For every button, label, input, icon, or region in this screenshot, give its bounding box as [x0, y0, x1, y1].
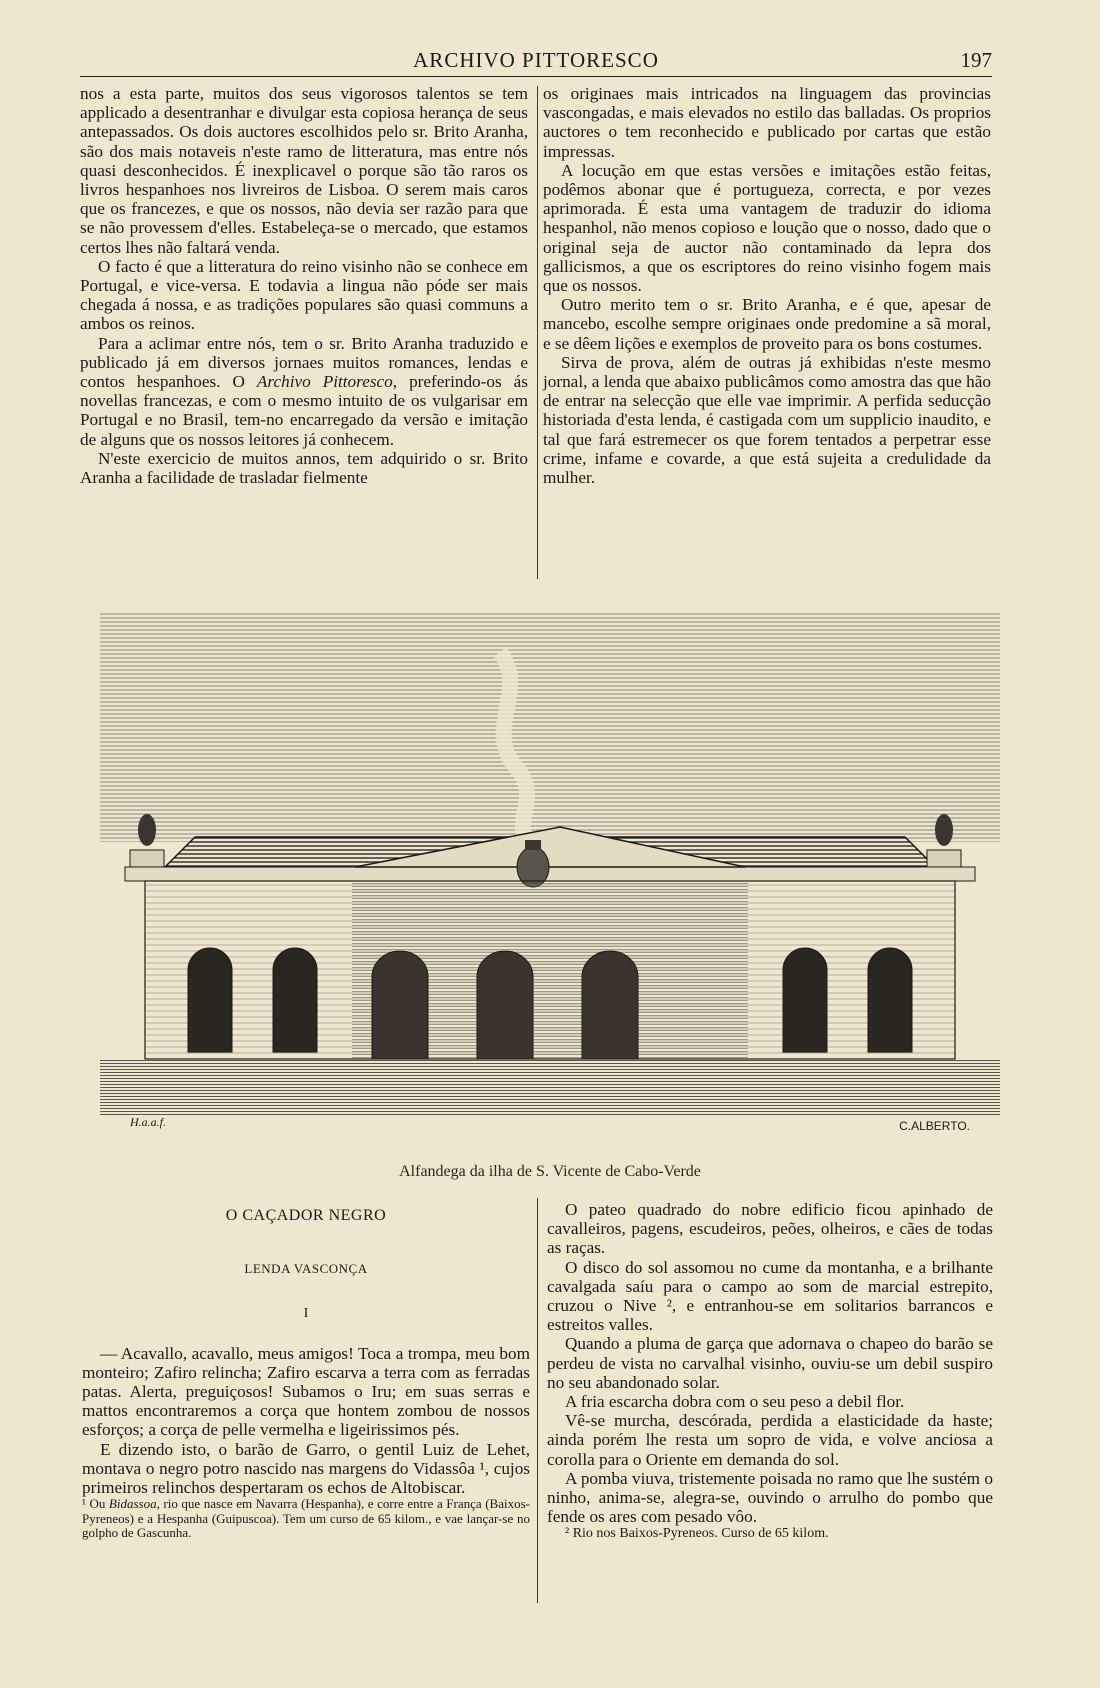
- paragraph: O disco do sol assomou no cume da montanha, e a brilhante cavalgada saíu para o campo ao som de marcial estrepito, cruzou o Nive ², e entranhou-se em solitarios barrancos e estreitos valles.: [547, 1257, 993, 1335]
- journal-title: ARCHIVO PITTORESCO: [413, 48, 659, 72]
- paragraph: Quando a pluma de garça que adornava o chapeo do barão se perdeu de vista no carvalhal visinho, ouviu-se um debil suspiro no seu abandonado solar.: [547, 1334, 993, 1392]
- column-divider-bottom: [537, 1198, 538, 1603]
- text-run: Para a aclimar entre nós, tem o sr. Brito Aranha traduzido e publicado já em diversos jornaes muitos romances, lendas e contos hespanhoes. O: [80, 333, 528, 392]
- journal-name-italic: Archivo Pittoresco: [256, 372, 393, 392]
- section-numeral: I: [303, 1306, 309, 1322]
- arched-window: [188, 948, 232, 1052]
- paragraph: E dizendo isto, o barão de Garro, o gentil Luiz de Lehet, montava o negro potro nascido nas margens do Vidassôa ¹, cujos primeiros relinchos despertaram os echos de Altobiscar.: [82, 1439, 530, 1498]
- paragraph: os originaes mais intricados na linguagem das provincias vascongadas, e mais elevados no estilo das balladas. Os proprios auctores o tem reconhecido e publicado por cartas que estão impressas.: [543, 84, 991, 161]
- customs-house-engraving: [100, 612, 1000, 1132]
- paragraph: A locução em que estas versões e imitações estão feitas, podêmos abonar que é portugueza, correcta, e por vezes aprimorada. É esta uma vantagem de traduzir do idioma hespanhol, não menos copioso e loução que o nosso, dado que o original seja de auctor não contaminado da lepra dos gallicismos, a que os escriptores do reino visinho fogem mais que os nossos.: [543, 160, 991, 296]
- illustration-caption: Alfandega da ilha de S. Vicente de Cabo-Verde: [399, 1163, 701, 1180]
- paragraph: A pomba viuva, tristemente poisada no ramo que lhe sustém o ninho, anima-se, alegra-se, ouvindo o arrulho do pombo que fende os ares com pesado vôo.: [547, 1468, 993, 1527]
- paragraph: O pateo quadrado do nobre edificio ficou apinhado de cavalleiros, pagens, escudeiros, peões, olheiros, e cães de todas as raças.: [547, 1200, 993, 1258]
- legend-title-block: [82, 1206, 530, 1324]
- column-bottom-left: [82, 1200, 530, 1541]
- arched-door: [582, 951, 638, 1059]
- arched-door: [372, 951, 428, 1059]
- column-top-left: [80, 84, 528, 487]
- page-number: 197: [960, 48, 992, 72]
- arched-door: [477, 951, 533, 1059]
- column-top-right: [543, 84, 991, 487]
- engraver-signature-right: C.ALBERTO.: [899, 1119, 970, 1132]
- column-bottom-right: [547, 1200, 993, 1542]
- arched-window: [273, 948, 317, 1052]
- legend-subtitle: LENDA VASCONÇA: [244, 1261, 368, 1277]
- paragraph: A fria escarcha dobra com o seu peso a debil flor.: [565, 1392, 905, 1412]
- footnote: [82, 1497, 530, 1541]
- column-divider-top: [537, 86, 538, 579]
- page-header: [80, 48, 992, 77]
- arched-window: [783, 948, 827, 1052]
- river-name-italic: Bidassoa: [108, 1496, 157, 1512]
- text-run: , rio que nasce em Navarra (Hespanha), e corre entre a França (Baixos-Pyreneos) e a Hespanha (Guipuscoa). Tem um curso de 65 kilom., e vae lançar-se no golpho de Gascunha.: [82, 1496, 530, 1541]
- engraving-illustration: [100, 612, 1000, 1132]
- paragraph: O facto é que a litteratura do reino visinho não se conhece em Portugal, e vice-versa. E todavia a lingua não póde ser mais chegada á nossa, e as tradições populares são quasi communs a ambos os reinos.: [80, 256, 528, 334]
- ground-hatching: [100, 1059, 1000, 1117]
- legend-title: O CAÇADOR NEGRO: [225, 1207, 387, 1224]
- paragraph: Vê-se murcha, descórada, perdida a elasticidade da haste; ainda porém lhe resta um sopro de vida, e volve anciosa a corolla para o Oriente em demanda do sol.: [547, 1411, 993, 1469]
- cornice: [125, 867, 975, 881]
- sky-hatching: [100, 612, 1000, 842]
- engraver-signature-left: H.a.a.f.: [130, 1115, 166, 1129]
- paragraph: [80, 334, 528, 449]
- paragraph: N'este exercicio de muitos annos, tem adquirido o sr. Brito Aranha a facilidade de trasladar fielmente: [80, 448, 528, 488]
- paragraph: Outro merito tem o sr. Brito Aranha, e é que, apesar de mancebo, escolhe sempre originaes onde predomine a sã moral, e se dêem lições e exemplos de proveito para os bons costumes.: [543, 295, 991, 353]
- arched-window: [868, 948, 912, 1052]
- paragraph: nos a esta parte, muitos dos seus vigorosos talentos se tem applicado a desentranhar e divulgar esta copiosa herança de seus antepassados. Os dois auctores escolhidos pelo sr. Brito Aranha, são dos mais notaveis n'este ramo de litteratura, mas entre nós quasi desconhecidos. É inexplicavel o porque são tão raros os livros hespanhoes nos livreiros de Lisboa. O serem mais caros que os francezes, e que os nossos, não devia ser razão para que se não provessem d'elles. Estabeleça-se o mercado, que estamos certos lhes não faltará venda.: [80, 84, 528, 257]
- text-run: ¹ Ou: [82, 1496, 109, 1512]
- text-run: , preferindo-os ás novellas francezas, e com o mesmo intuito de os vulgarisar em Portugal e no Brasil, tem-no encarregado da versão e imitação de alguns que os nossos leitores já conhecem.: [80, 372, 528, 449]
- footnote: ² Rio nos Baixos-Pyreneos. Curso de 65 kilom.: [565, 1526, 829, 1542]
- paragraph: Sirva de prova, além de outras já exhibidas n'este mesmo jornal, a lenda que abaixo publicâmos como amostra das que hão de entrar na selecção que elle vae imprimir. A perfida seducção historiada d'esta lenda, é castigada com um supplicio inaudito, e tal que fará estremecer os que forem tentados a perpetrar esse crime, infame e covarde, a que está sujeita a credulidade da mulher.: [543, 352, 991, 488]
- paragraph: — Acavallo, acavallo, meus amigos! Toca a trompa, meu bom monteiro; Zafiro relincha; Zafiro escarva a terra com as ferradas patas. Alerta, preguiçosos! Subamos o Iru; em suas serras e mattos encontraremos a corça que hontem zombou de nossos esforços; a corça de pelle vermelha e ligeirissimos pés.: [82, 1343, 530, 1440]
